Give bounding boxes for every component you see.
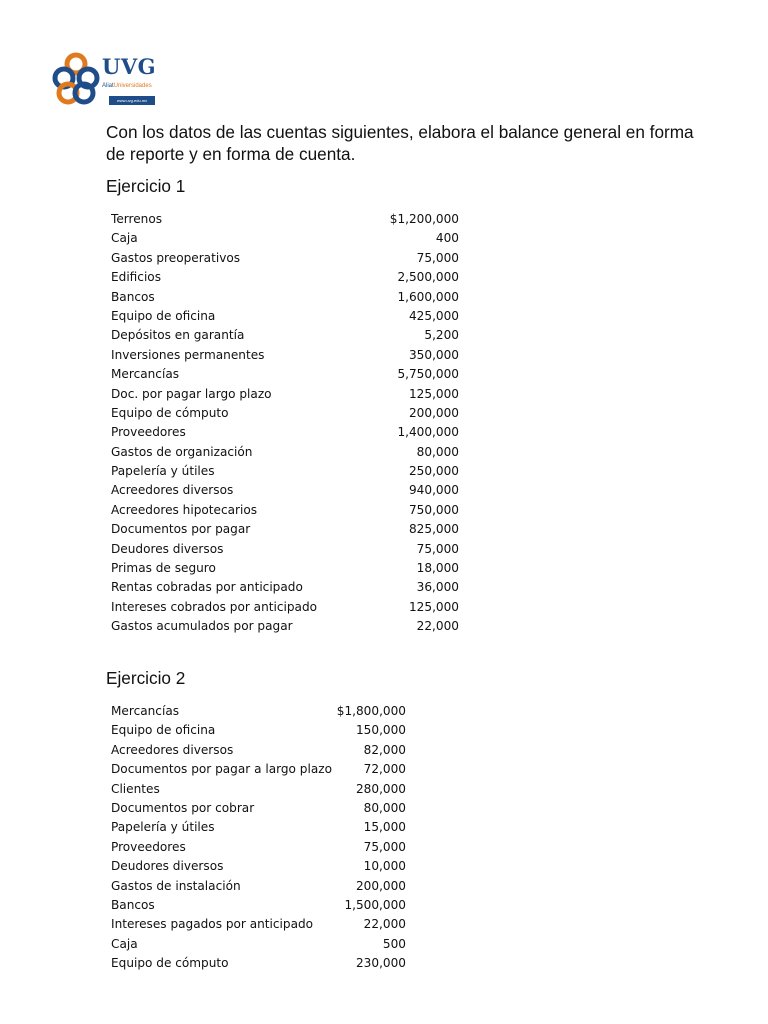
account-value: 75,000	[416, 250, 459, 265]
account-label: Rentas cobradas por anticipado	[111, 580, 303, 595]
account-row	[111, 617, 459, 636]
uvg-emblem-icon	[52, 50, 100, 106]
account-value: 1,400,000	[397, 425, 459, 440]
exercise-2-table	[111, 702, 406, 973]
account-row	[111, 210, 459, 229]
account-value: 400	[435, 231, 459, 246]
account-label: Acreedores diversos	[111, 742, 234, 757]
account-row	[111, 404, 459, 423]
account-value: 200,000	[408, 405, 459, 420]
account-row	[111, 915, 406, 934]
account-label: Documentos por cobrar	[111, 800, 255, 815]
account-label: Depósitos en garantía	[111, 328, 245, 343]
account-row	[111, 896, 406, 915]
account-label: Mercancías	[111, 367, 180, 382]
account-label: Gastos de instalación	[111, 878, 241, 893]
exercise-1-title: Ejercicio 1	[106, 176, 186, 196]
account-row	[111, 721, 406, 740]
account-label: Equipo de oficina	[111, 308, 216, 323]
account-row	[111, 598, 459, 617]
logo-text: UVG	[102, 54, 157, 79]
account-value: 82,000	[363, 742, 406, 757]
account-row	[111, 229, 459, 248]
account-label: Doc. por pagar largo plazo	[111, 386, 272, 401]
account-value: $1,800,000	[336, 704, 406, 718]
account-label: Equipo de oficina	[111, 723, 216, 738]
account-value: 18,000	[416, 561, 459, 576]
exercise-2-title: Ejercicio 2	[106, 668, 186, 688]
account-label: Caja	[111, 231, 138, 246]
account-row	[111, 838, 406, 857]
account-value: $1,200,000	[389, 212, 459, 226]
account-value: 125,000	[408, 599, 459, 614]
account-label: Papelería y útiles	[111, 464, 215, 479]
account-label: Gastos de organización	[111, 444, 253, 459]
account-value: 80,000	[416, 444, 459, 459]
account-row	[111, 935, 406, 954]
logo-url-bar: www.uvg.edu.mx	[109, 96, 155, 105]
account-label: Acreedores hipotecarios	[111, 502, 258, 517]
account-value: 5,200	[424, 328, 459, 343]
account-label: Clientes	[111, 781, 160, 796]
account-row	[111, 780, 406, 799]
account-value: 250,000	[408, 464, 459, 479]
logo-sub-left: Aliat	[102, 83, 114, 89]
account-row	[111, 481, 459, 500]
account-label: Deudores diversos	[111, 541, 224, 556]
account-row	[111, 520, 459, 539]
account-label: Primas de seguro	[111, 561, 216, 576]
account-row	[111, 288, 459, 307]
account-label: Edificios	[111, 270, 162, 285]
account-row	[111, 741, 406, 760]
account-row	[111, 326, 459, 345]
account-value: 425,000	[408, 308, 459, 323]
account-value: 5,750,000	[397, 367, 459, 382]
account-row	[111, 249, 459, 268]
account-value: 230,000	[355, 956, 406, 971]
exercise-1-table	[111, 210, 459, 637]
account-label: Papelería y útiles	[111, 820, 215, 835]
account-value: 22,000	[363, 917, 406, 932]
account-label: Equipo de cómputo	[111, 956, 229, 971]
account-row	[111, 540, 459, 559]
account-row	[111, 385, 459, 404]
account-label: Gastos preoperativos	[111, 250, 241, 265]
logo-subtitle	[102, 83, 152, 89]
account-label: Inversiones permanentes	[111, 347, 265, 362]
account-row	[111, 443, 459, 462]
account-value: 80,000	[363, 800, 406, 815]
account-row	[111, 877, 406, 896]
account-label: Intereses cobrados por anticipado	[111, 599, 318, 614]
account-label: Acreedores diversos	[111, 483, 234, 498]
account-label: Terrenos	[111, 212, 163, 226]
account-value: 1,600,000	[397, 289, 459, 304]
account-value: 280,000	[355, 781, 406, 796]
account-label: Equipo de cómputo	[111, 405, 229, 420]
account-row	[111, 857, 406, 876]
account-row	[111, 268, 459, 287]
account-value: 350,000	[408, 347, 459, 362]
account-label: Proveedores	[111, 425, 186, 440]
account-label: Gastos acumulados por pagar	[111, 619, 293, 634]
account-value: 75,000	[363, 839, 406, 854]
account-value: 15,000	[363, 820, 406, 835]
account-row	[111, 578, 459, 597]
uvg-logo	[52, 50, 162, 110]
account-value: 750,000	[408, 502, 459, 517]
account-label: Intereses pagados por anticipado	[111, 917, 314, 932]
account-row	[111, 365, 459, 384]
account-row	[111, 760, 406, 779]
account-label: Bancos	[111, 897, 155, 912]
account-row	[111, 307, 459, 326]
account-label: Bancos	[111, 289, 155, 304]
account-label: Documentos por pagar	[111, 522, 251, 537]
intro-paragraph: Con los datos de las cuentas siguientes, elabora el balance general en forma de reporte y en forma de cuenta.	[106, 122, 694, 164]
account-value: 500	[382, 936, 406, 951]
logo-sub-right: Universidades	[113, 83, 152, 89]
account-row	[111, 954, 406, 973]
account-value: 150,000	[355, 723, 406, 738]
account-label: Deudores diversos	[111, 859, 224, 874]
account-value: 825,000	[408, 522, 459, 537]
account-value: 1,500,000	[344, 897, 406, 912]
account-value: 72,000	[363, 762, 406, 777]
account-row	[111, 423, 459, 442]
account-value: 200,000	[355, 878, 406, 893]
account-row	[111, 799, 406, 818]
account-row	[111, 818, 406, 837]
account-value: 75,000	[416, 541, 459, 556]
account-value: 10,000	[363, 859, 406, 874]
account-label: Mercancías	[111, 704, 180, 718]
account-row	[111, 462, 459, 481]
account-row	[111, 559, 459, 578]
account-label: Documentos por pagar a largo plazo	[111, 762, 332, 777]
account-row	[111, 702, 406, 721]
account-value: 940,000	[408, 483, 459, 498]
account-row	[111, 501, 459, 520]
account-label: Proveedores	[111, 839, 186, 854]
account-value: 36,000	[416, 580, 459, 595]
account-row	[111, 346, 459, 365]
account-value: 22,000	[416, 619, 459, 634]
account-label: Caja	[111, 936, 138, 951]
account-value: 125,000	[408, 386, 459, 401]
account-value: 2,500,000	[397, 270, 459, 285]
